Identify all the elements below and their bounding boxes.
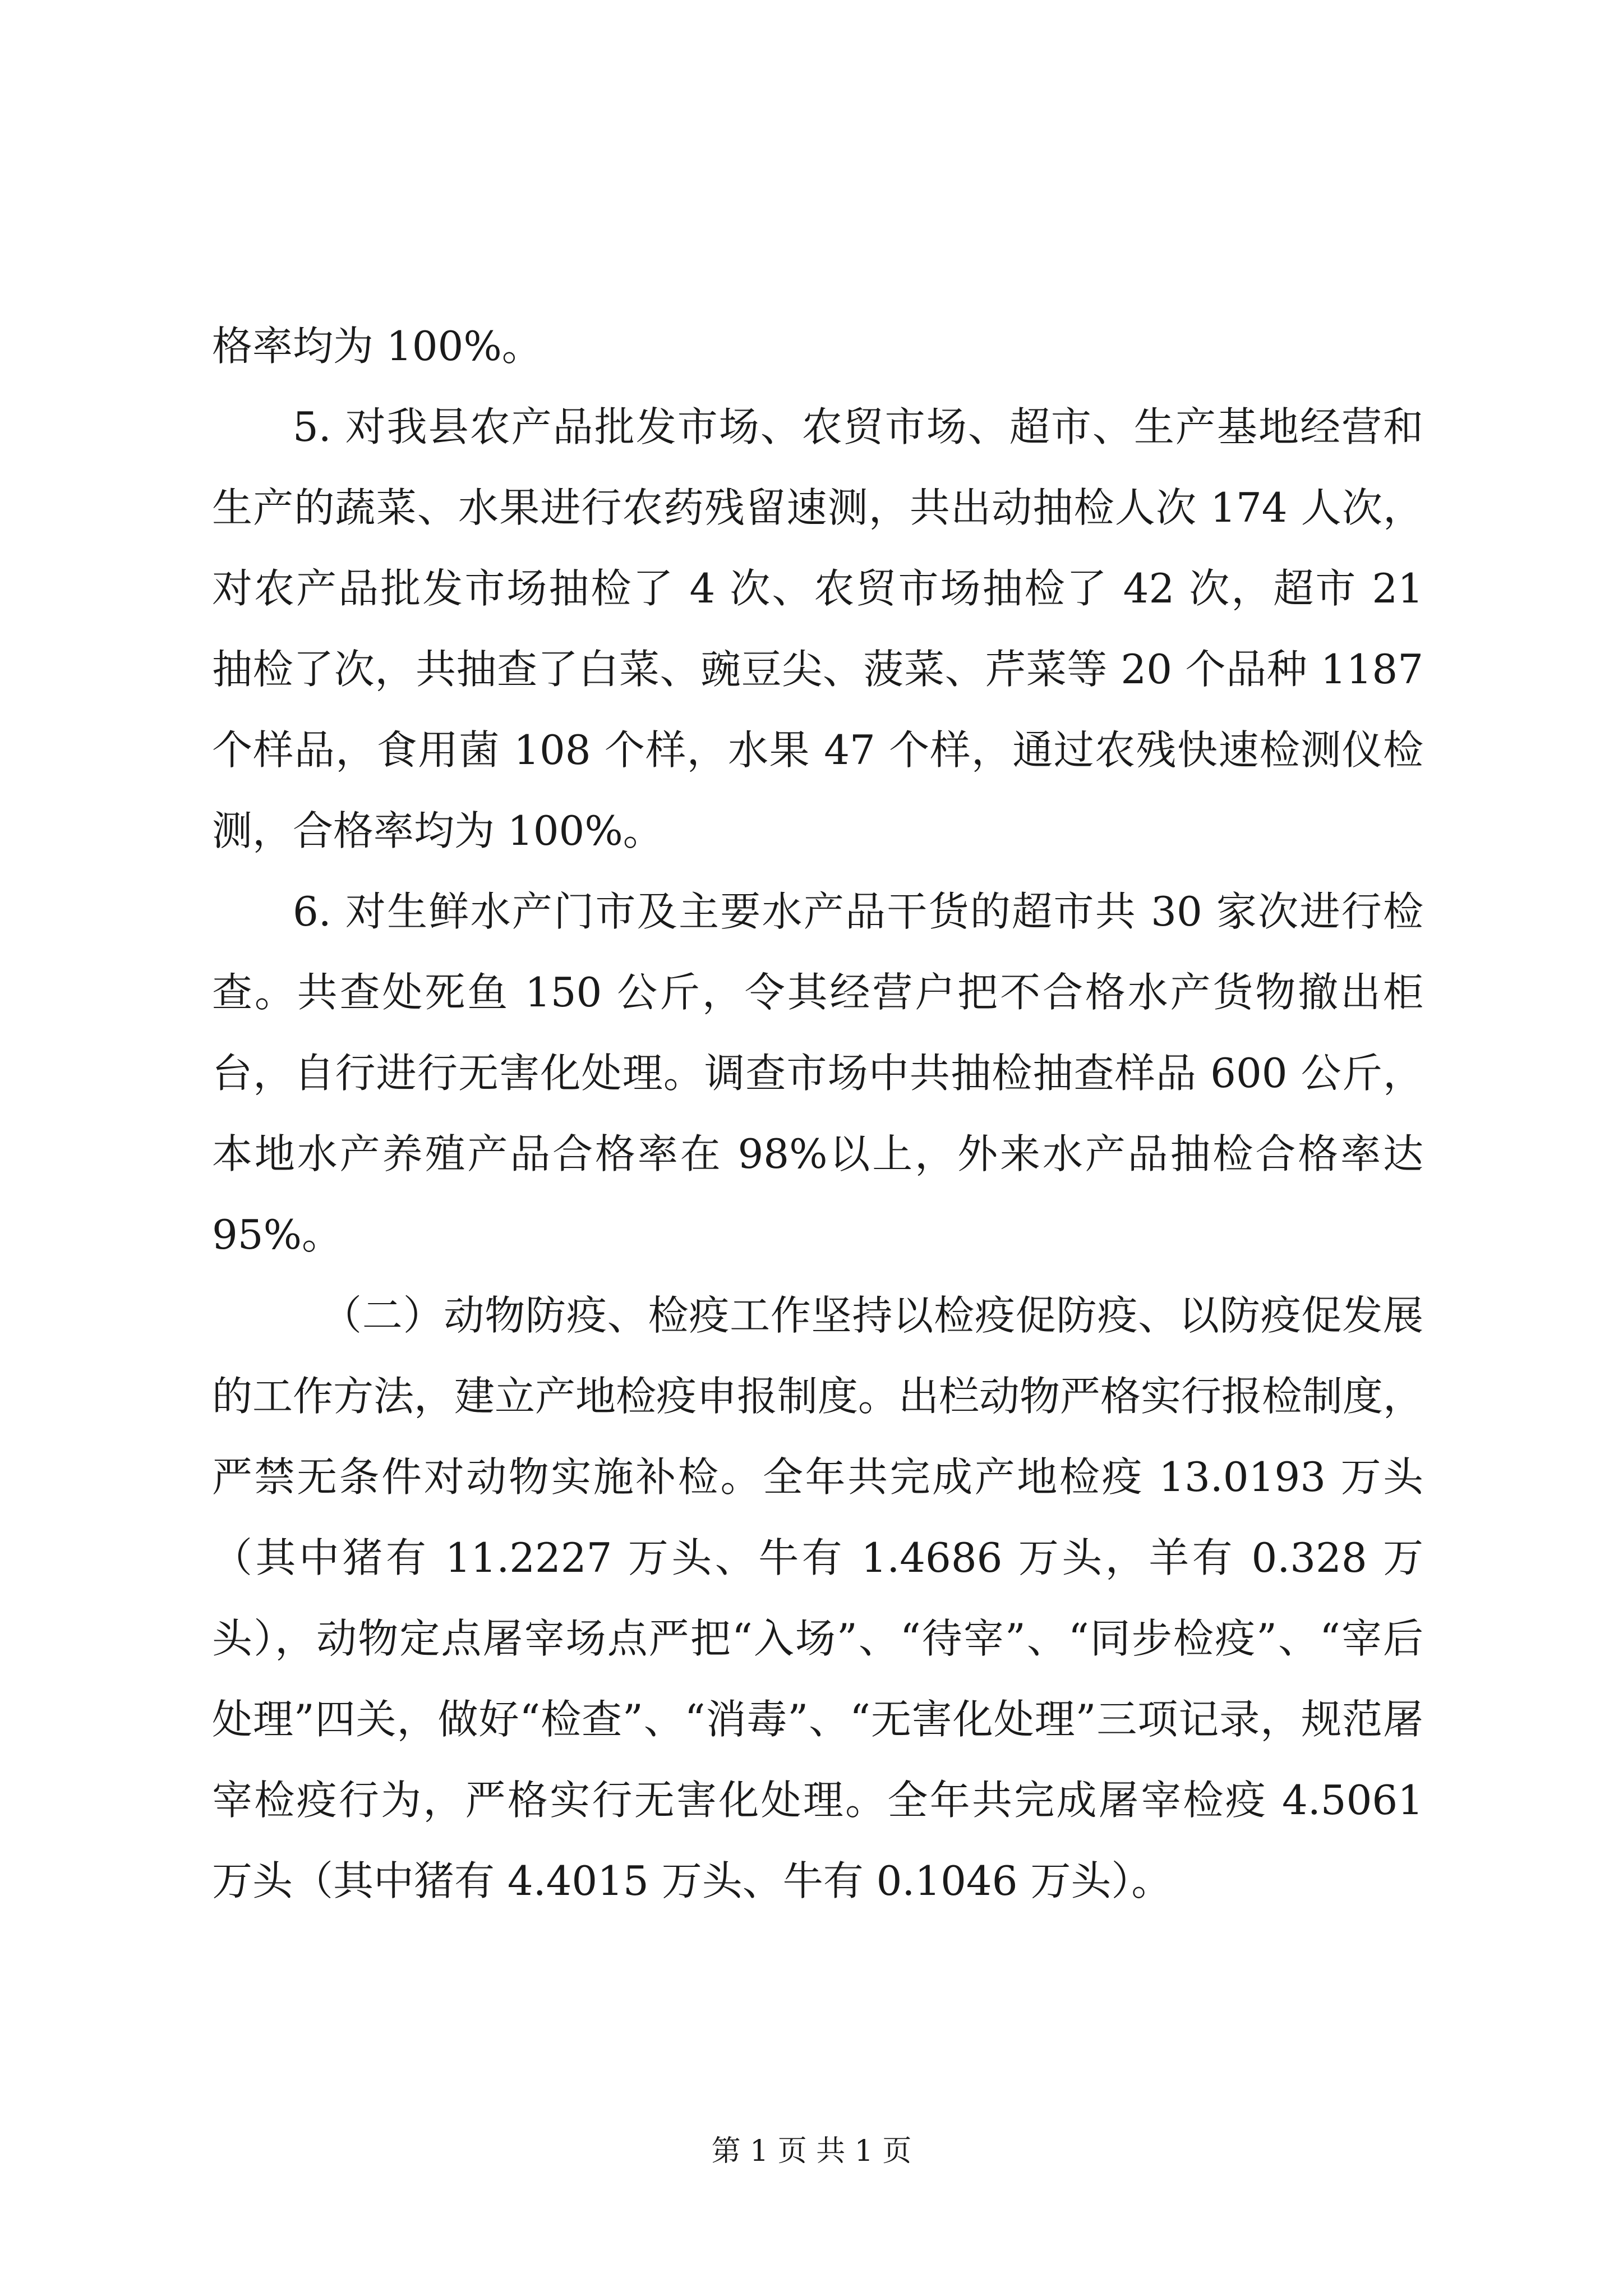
document-body xyxy=(212,306,1423,1921)
paragraph-item-5: 5. 对我县农产品批发市场、农贸市场、超市、生产基地经营和生产的蔬菜、水果进行农药残留速测，共出动抽检人次 174 人次，对农产品批发市场抽检了 4 次、农贸市场抽检了 42 次，超市 21 抽检了次，共抽查了白菜、豌豆尖、菠菜、芹菜等 20 个品种 1187 个样品，食用菌 108 个样，水果 47 个样，通过农残快速检测仪检测，合格率均为 100%。 xyxy=(212,403,1423,854)
paragraph-section-2: （二）动物防疫、检疫工作坚持以检疫促防疫、以防疫促发展的工作方法，建立产地检疫申报制度。出栏动物严格实行报检制度，严禁无条件对动物实施补检。全年共完成产地检疫 13.0193 万头（其中猪有 11.2227 万头、牛有 1.4686 万头，羊有 0.328 万头），动物定点屠宰场点严把“入场”、“待宰”、“同步检疫”、“宰后处理”四关，做好“检查”、“消毒”、“无害化处理”三项记录，规范屠宰检疫行为，严格实行无害化处理。全年共完成屠宰检疫 4.5061 万头（其中猪有 4.4015 万头、牛有 0.1046 万头）。 xyxy=(212,1292,1424,1904)
paragraph-item-6: 6. 对生鲜水产门市及主要水产品干货的超市共 30 家次进行检查。共查处死鱼 150 公斤，令其经营户把不合格水产货物撤出柜台，自行进行无害化处理。调查市场中共抽检抽查样品 600 公斤，本地水产养殖产品合格率在 98%以上，外来水产品抽检合格率达 95%。 xyxy=(212,888,1423,1258)
paragraph-continuation: 格率均为 100%。 xyxy=(212,323,542,370)
page-footer: 第 1 页 共 1 页 xyxy=(711,2134,912,2168)
